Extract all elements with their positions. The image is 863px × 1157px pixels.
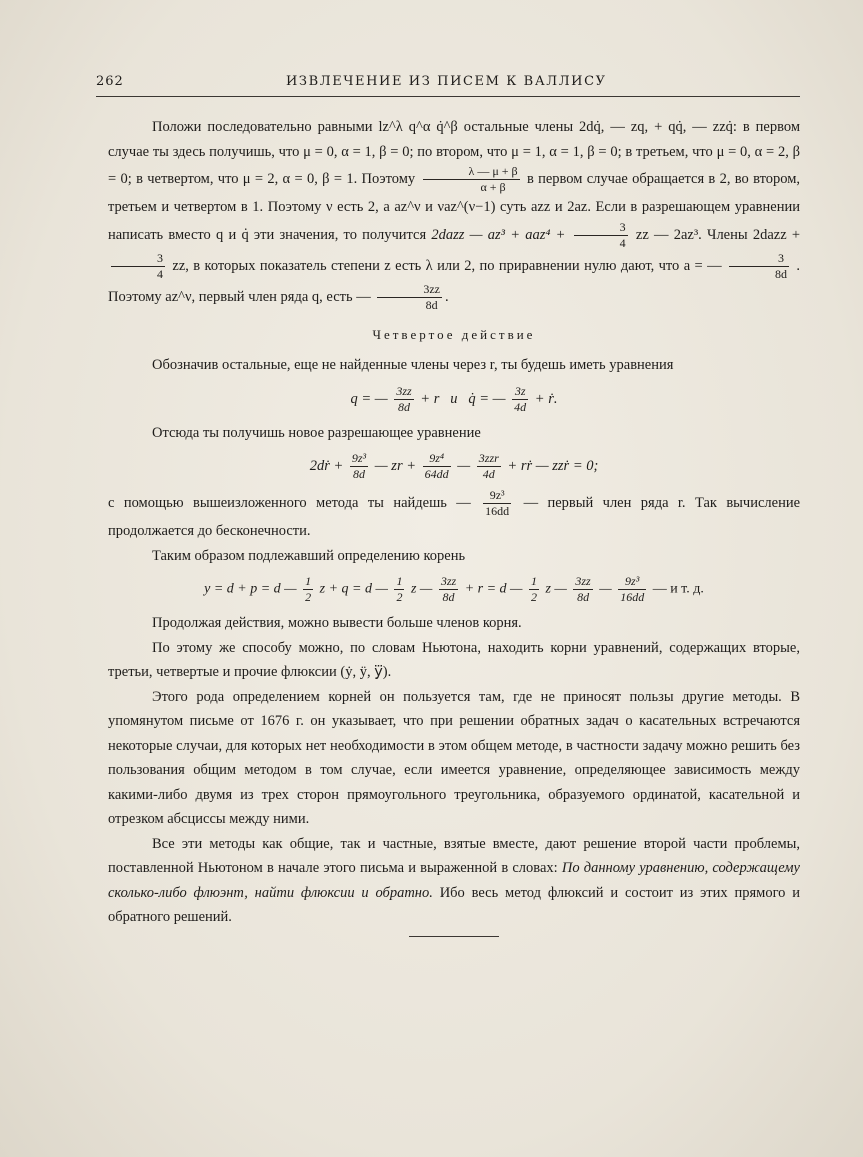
fraction-numerator: 3zz <box>575 574 591 588</box>
text-run: Ибо весь метод флюксий и состоит из этих прямого и обратного решений. <box>108 884 800 925</box>
text-run: . Поэтому az^ν, первый член ряда q, есть — <box>108 257 800 305</box>
fraction-denominator: 64dd <box>424 467 449 481</box>
fraction-numerator: 1 <box>305 574 312 588</box>
fraction <box>529 574 539 605</box>
text-run: Все эти методы как общие, так и частные, взятые вместе, дают решение второй части проблемы, поставленной Ньютоном в начале этого письма и выраженной в словах: <box>108 835 800 876</box>
fraction <box>394 384 413 415</box>
paragraph-7: По этому же способу можно, по словам Ньютона, находить корни уравнений, содержащих вторые, третьи, четвертые и прочие флюксии (ẏ, ÿ, y⃛). <box>108 639 800 680</box>
fraction-denominator: 8d <box>398 399 410 414</box>
eq-part: — zr + <box>374 457 416 474</box>
fraction-numerator: 1 <box>530 574 537 588</box>
fraction-numerator: 3zzr <box>478 451 499 465</box>
italic-quote: По данному уравнению, содержащему сколько-либо флюэнт, найти флюксии и обратно. <box>108 860 800 901</box>
eq-part: z — <box>410 581 433 597</box>
eq-part: z — <box>545 581 567 597</box>
eq-part: — и т. д. <box>652 581 704 597</box>
paragraph-8: Этого рода определением корней он пользуется там, где не приносят пользы другие методы. В упомянутом письме от 1676 г. он указывает, что при решении обратных задач о касательных встречаются некоторые случаи, для которых нет необходимости в этом общем методе, в частности задачу можно решить без пользования общим методом в том случае, если имеется уравнение, определяющее зависимость между какими-либо двумя из трех сторон прямоугольного треугольника, образуемого ординатой, касательной и отрезком абсциссы между ними. <box>108 688 800 827</box>
fraction-numerator: 3zz <box>377 282 442 298</box>
eq-part: + ṙ. <box>534 390 558 407</box>
fraction <box>512 384 528 415</box>
fraction-denominator: 2 <box>396 590 403 604</box>
eq-part: y = d + p = d — <box>204 581 297 597</box>
paragraph-3: Отсюда ты получишь новое разрешающее уравнение <box>152 424 481 441</box>
eq-part: + r и q̇ = — <box>420 390 506 407</box>
fraction-numerator: 9z³ <box>351 451 367 465</box>
equation-1 <box>108 384 800 415</box>
fraction-numerator: 3 <box>729 251 789 267</box>
fraction-denominator: 16dd <box>485 504 510 518</box>
paragraph-4 <box>108 488 800 544</box>
fraction <box>573 574 592 605</box>
eq-part: 2dṙ + <box>309 457 344 474</box>
page-number: 262 <box>96 74 124 89</box>
fraction-denominator: 8d <box>577 590 590 604</box>
text-run: Положи последовательно равными lz^λ q^α q̇^β остальные члены 2dq̇, — zq, + qq̇, — zzq̇: в первом случае ты здесь получишь, что μ = 0, α = 1, β = 0; по втором, что μ = 1, α = 1, β = 0; в третьем, что μ = 0, α = 2, β = 0; в четвертом, что μ = 2, α = 0, β = 1. Поэтому <box>108 119 800 187</box>
fraction-numerator: 3 <box>574 220 628 236</box>
fraction <box>618 574 646 605</box>
paragraph-2: Обозначив остальные, еще не найденные члены через r, ты будешь иметь уравнения <box>152 357 674 373</box>
fraction <box>483 488 511 519</box>
eq-part: — <box>457 457 471 474</box>
equation-2 <box>108 451 800 482</box>
fraction <box>423 451 451 482</box>
page-header <box>96 70 800 97</box>
text-run: zz — 2az³. Члены 2dazz + <box>635 226 801 243</box>
section-title: Четвертое действие <box>372 326 536 342</box>
formula-run: 2dazz — az³ + aaz⁴ + <box>431 226 566 243</box>
page-body <box>108 115 800 937</box>
fraction-denominator: 2 <box>305 590 312 604</box>
equation-3 <box>108 574 800 605</box>
eq-part: z + q = d — <box>319 581 388 597</box>
text-run: с помощью вышеизложенного метода ты найдешь — <box>108 494 471 511</box>
text-run: — первый член ряда r. Так вычисление продолжается до бесконечности. <box>108 494 801 539</box>
fraction-denominator: 8d <box>353 467 366 481</box>
text-run: zz, в которых показатель степени z есть λ или 2, по приравнении нулю дают, что a = — <box>172 257 722 274</box>
paragraph-5: Таким образом подлежавший определению корень <box>152 547 466 564</box>
fraction-numerator: λ — μ + β <box>423 164 520 180</box>
fraction-denominator: 16dd <box>620 590 645 604</box>
fraction-denominator: 8d <box>442 590 455 604</box>
fraction-denominator: 4 <box>619 235 626 250</box>
fraction-numerator: 9z⁴ <box>423 451 451 467</box>
fraction-denominator: 2 <box>530 590 537 604</box>
fraction-numerator: 3zz <box>396 383 412 398</box>
eq-part: — <box>599 581 612 597</box>
text-run: в первом случае обращается в 2, во втором, третьем и четвертом в 1. Поэтому ν есть 2, а az^ν и νaz^(ν−1) суть azz и 2az. Если в разрешающем уравнении написать вместо q и q̇ эти значения, то получится <box>108 170 800 243</box>
running-title: ИЗВЛЕЧЕНИЕ ИЗ ПИСЕМ К ВАЛЛИСУ <box>286 74 607 89</box>
fraction-denominator: 8d <box>425 297 438 312</box>
fraction-denominator: α + β <box>480 180 506 194</box>
fraction-numerator: 1 <box>396 574 403 588</box>
fraction-denominator: 8d <box>774 266 787 281</box>
fraction-numerator: 3 <box>111 251 165 267</box>
paragraph-9 <box>108 832 800 930</box>
fraction-denominator: 4d <box>514 399 527 414</box>
paragraph-6: Продолжая действия, можно вывести больше членов корня. <box>152 615 522 631</box>
fraction <box>729 251 789 282</box>
eq-part: + rṙ — zzṙ = 0; <box>507 457 599 474</box>
fraction-denominator: 4d <box>482 467 495 481</box>
fraction-numerator: 3z <box>512 384 528 400</box>
fraction <box>377 282 442 313</box>
paragraph-1: Положи последовательно равными lz^λ q^α q̇^β остальные члены 2dq̇, — zq, + qq̇, — zzq̇: в первом случае ты здесь получишь, что μ = 0, α = 1, β = 0; по втором, что μ = 1, α = 1, β = 0; в третьем, что μ = 0, α = 2, β = 0; в четвертом, что μ = 2, α = 0, β = 1. Поэтому $\frac{\lambda — \mu + \beta}{\alpha + \beta}$ в первом случае обращается в 2, во втором, третьем и четвертом в 1. Поэтому ν есть 2, а az^ν и νaz^(ν−1) суть azz и 2az. Если в разрешающем уравнении написать вместо q и q̇ эти значения, то получится 2dazz — az³ + aaz⁴ + $\frac{3}{4}$ zz — 2az³. Члены 2dazz + $\frac{3}{4}$ zz, в которых показатель степени z есть λ или 2, по приравнении нулю дают, что a = — $\frac{3}{8d}$ . Поэтому az^ν, первый член ряда q, есть — $\frac{3zz}{8d}$ . <box>108 119 801 312</box>
fraction-numerator: 9z³ <box>618 574 646 590</box>
fraction-numerator: 9z³ <box>483 488 511 504</box>
fraction <box>477 451 501 482</box>
fraction <box>423 164 520 195</box>
fraction <box>303 574 313 605</box>
fraction <box>350 451 368 482</box>
fraction <box>394 574 404 605</box>
eq-part: q = — <box>350 390 388 407</box>
fraction <box>111 251 165 282</box>
eq-part: + r = d — <box>464 581 523 597</box>
fraction <box>574 220 628 251</box>
fraction-denominator: 4 <box>157 266 163 281</box>
end-rule <box>409 936 499 937</box>
fraction-numerator: 3zz <box>440 574 457 588</box>
fraction <box>439 574 458 605</box>
